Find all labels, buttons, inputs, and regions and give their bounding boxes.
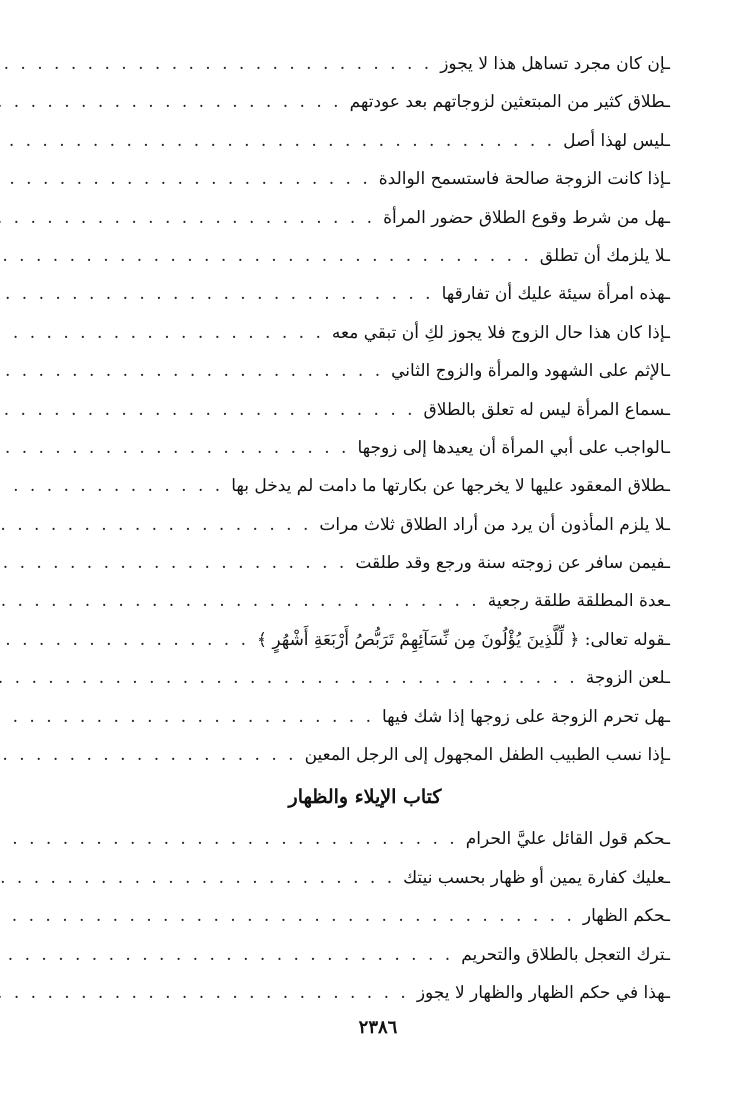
toc-entry-title: ـ طلاق المعقود عليها لا يخرجها عن بكارتها ما دامت لم يدخل بها (231, 467, 670, 505)
dot-leader (0, 936, 453, 974)
toc-entry (60, 974, 670, 1012)
toc-entry-title: ـ حكم قول القائل عليَّ الحرام (466, 820, 670, 858)
toc-entry (60, 897, 670, 935)
toc-entry (60, 352, 670, 390)
toc-group-before-section (60, 45, 670, 774)
dot-leader (0, 897, 575, 935)
toc-entry (60, 83, 670, 121)
toc-entry (60, 237, 670, 275)
toc-entry-title: ـ الواجب على أبي المرأة أن يعيدها إلى زوجها (357, 429, 670, 467)
page-number: ٢٣٨٦ (358, 1017, 398, 1038)
toc-entry (60, 391, 670, 429)
section-heading: كتاب الإيلاء والظهار (288, 786, 442, 809)
toc-entry-title: ـ قوله تعالى: ﴿ لِّلَّذِينَ يُؤْلُونَ مِن نِّسَآئِهِمْ تَرَبُّصُ أَرْبَعَةِ أَشْهُرٍ ﴾ (257, 621, 670, 659)
toc-entry (60, 820, 670, 858)
dot-leader (0, 582, 480, 620)
dot-leader (0, 859, 395, 897)
toc-entry (60, 582, 670, 620)
dot-leader (0, 429, 349, 467)
dot-leader (0, 275, 434, 313)
toc-entry-title: ـ لا يلزم المأذون أن يرد من أراد الطلاق ثلاث مرات (319, 506, 670, 544)
toc-entry-title: ـ إذا نسب الطبيب الطفل المجهول إلى الرجل المعين (305, 736, 670, 774)
toc-entry (60, 122, 670, 160)
toc-entry (60, 936, 670, 974)
toc-entry-title: ـ هذا في حكم الظهار والظهار لا يجوز (417, 974, 670, 1012)
dot-leader (0, 698, 374, 736)
table-of-contents (60, 45, 670, 1012)
toc-entry-title: ـ هذه امرأة سيئة عليك أن تفارقها (442, 275, 670, 313)
toc-entry-title: ـ الإثم على الشهود والمرأة والزوج الثاني (391, 352, 670, 390)
toc-entry-title: ـ عليك كفارة يمين أو ظهار بحسب نيتك (403, 859, 670, 897)
toc-entry (60, 736, 670, 774)
toc-entry-title: ـ إذا كانت الزوجة صالحة فاستسمح الوالدة (379, 160, 670, 198)
toc-entry (60, 160, 670, 198)
dot-leader (0, 122, 555, 160)
dot-leader (0, 467, 223, 505)
dot-leader (0, 544, 347, 582)
toc-entry-title: ـ ترك التعجل بالطلاق والتحريم (461, 936, 670, 974)
toc-entry (60, 544, 670, 582)
dot-leader (0, 314, 324, 352)
toc-entry (60, 314, 670, 352)
toc-entry (60, 429, 670, 467)
dot-leader (0, 352, 383, 390)
toc-entry-title: ـ لعن الزوجة (586, 659, 670, 697)
toc-entry-title: ـ حكم الظهار (583, 897, 670, 935)
dot-leader (0, 199, 375, 237)
toc-entry-title: ـ إذا كان هذا حال الزوج فلا يجوز لكِ أن تبقي معه (332, 314, 670, 352)
dot-leader (0, 45, 432, 83)
toc-entry-title: ـ فيمن سافر عن زوجته سنة ورجع وقد طلقت (355, 544, 670, 582)
toc-entry (60, 467, 670, 505)
dot-leader (0, 391, 416, 429)
dot-leader (0, 506, 311, 544)
dot-leader (0, 237, 532, 275)
toc-entry-title: ـ لا يلزمك أن تطلق (540, 237, 670, 275)
toc-entry (60, 275, 670, 313)
toc-entry (60, 659, 670, 697)
toc-group-after-section (60, 820, 670, 1012)
dot-leader (0, 659, 578, 697)
dot-leader (0, 160, 371, 198)
dot-leader (0, 83, 342, 121)
toc-entry (60, 506, 670, 544)
toc-entry (60, 698, 670, 736)
toc-entry-title: ـ طلاق كثير من المبتعثين لزوجاتهم بعد عودتهم (350, 83, 670, 121)
toc-entry (60, 859, 670, 897)
toc-entry-title: ـ ليس لهذا أصل (563, 122, 670, 160)
toc-entry-title: ـ إن كان مجرد تساهل هذا لا يجوز (440, 45, 670, 83)
dot-leader (0, 736, 297, 774)
dot-leader (0, 820, 458, 858)
toc-entry-title: ـ هل تحرم الزوجة على زوجها إذا شك فيها (382, 698, 670, 736)
toc-entry (60, 621, 670, 659)
toc-entry-title: ـ هل من شرط وقوع الطلاق حضور المرأة (383, 199, 670, 237)
toc-entry (60, 199, 670, 237)
dot-leader (0, 621, 249, 659)
toc-entry (60, 45, 670, 83)
toc-entry-title: ـ سماع المرأة ليس له تعلق بالطلاق (424, 391, 670, 429)
toc-entry-title: ـ عدة المطلقة طلقة رجعية (488, 582, 670, 620)
dot-leader (0, 974, 409, 1012)
